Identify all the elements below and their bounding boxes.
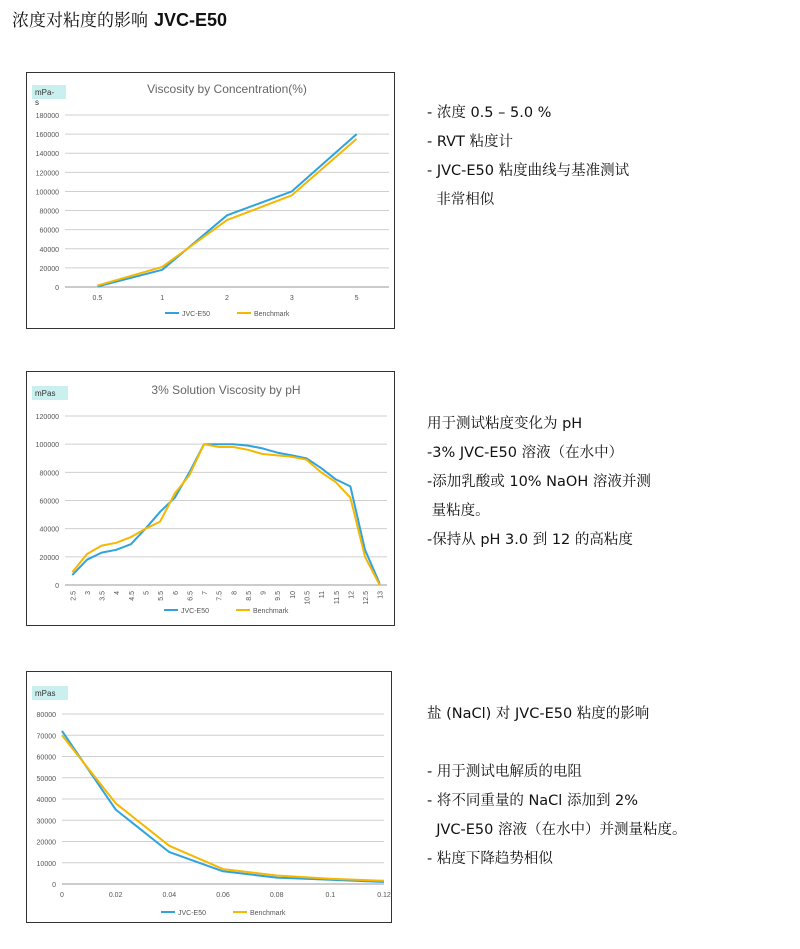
x-tick-label: 6 (172, 591, 180, 595)
legend-label: JVC-E50 (182, 311, 211, 318)
x-tick-label: 5.5 (158, 591, 166, 601)
x-tick-label: 2 (225, 295, 229, 302)
y-tick-label: 180000 (35, 113, 59, 120)
chart-concentration (26, 72, 395, 329)
notes-nacl (427, 700, 687, 874)
chart-title: Viscosity by Concentration(%) (147, 82, 307, 96)
note-line: - 用于测试电解质的电阻 (427, 764, 582, 780)
y-tick-label: 0 (55, 285, 59, 292)
x-tick-label: 5 (354, 295, 359, 302)
x-tick-label: 13 (377, 591, 385, 599)
note-line: - 粘度下降趋势相似 (427, 851, 553, 867)
note-line: -保持从 pH 3.0 到 12 的高粘度 (427, 532, 633, 548)
y-tick-label: 100000 (35, 189, 59, 197)
note-line (427, 729, 687, 758)
y-tick-label: 60000 (36, 754, 56, 762)
series-line-benchmark (72, 444, 379, 585)
note-line: 用于测试粘度变化为 pH (427, 416, 583, 432)
x-tick-label: 0.5 (92, 295, 103, 302)
y-tick-label: 40000 (36, 797, 56, 804)
y-tick-label: 30000 (36, 818, 56, 826)
x-tick-label: 7 (202, 591, 210, 595)
series-line-benchmark (62, 735, 384, 881)
note-line: 量粘度。 (427, 503, 490, 519)
x-tick-label: 7.5 (216, 591, 224, 601)
y-tick-label: 10000 (36, 860, 56, 868)
note-line: 非常相似 (427, 192, 495, 208)
series-line-jvc-e50 (62, 731, 384, 882)
notes-ph (427, 410, 651, 555)
page-title-en: JVC-E50 (154, 10, 228, 30)
x-tick-label: 11 (319, 591, 327, 599)
x-tick-label: 3.5 (99, 591, 107, 601)
chart-ph-svg (27, 372, 394, 625)
note-line: - RVT 粘度计 (427, 134, 514, 150)
y-tick-label: 20000 (36, 839, 56, 847)
y-tick-label: 120000 (35, 414, 59, 421)
y-tick-label: 40000 (39, 526, 59, 534)
x-tick-label: 8 (231, 591, 239, 595)
y-tick-label: 60000 (39, 227, 59, 235)
x-tick-label: 9 (260, 591, 268, 595)
chart-concentration-svg (27, 73, 394, 328)
x-tick-label: 1 (160, 295, 165, 302)
x-tick-label: 11.5 (333, 591, 341, 605)
x-tick-label: 0.12 (377, 892, 391, 899)
y-tick-label: 60000 (39, 498, 59, 506)
y-tick-label: 120000 (35, 170, 59, 178)
y-tick-label: 80000 (36, 712, 56, 719)
y-tick-label: 20000 (39, 265, 59, 273)
unit-label: mPa- (35, 88, 55, 97)
y-tick-label: 100000 (35, 442, 59, 450)
chart-title: 3% Solution Viscosity by pH (151, 383, 301, 397)
x-tick-label: 0 (60, 892, 64, 899)
y-tick-label: 140000 (35, 151, 59, 159)
y-tick-label: 0 (52, 882, 56, 889)
x-tick-label: 10 (289, 591, 297, 599)
note-line: 盐 (NaCl) 对 JVC-E50 粘度的影响 (427, 706, 650, 722)
x-tick-label: 5 (143, 591, 151, 595)
x-tick-label: 6.5 (187, 591, 195, 601)
legend-label: Benchmark (254, 311, 290, 318)
x-tick-label: 10.5 (304, 591, 312, 605)
y-tick-label: 80000 (39, 208, 59, 216)
y-tick-label: 50000 (36, 775, 56, 783)
x-tick-label: 0.06 (216, 892, 230, 899)
x-tick-label: 12 (348, 591, 356, 599)
x-tick-label: 0.02 (108, 892, 123, 899)
note-line: -添加乳酸或 10% NaOH 溶液并测 (427, 474, 651, 490)
x-tick-label: 0.08 (269, 892, 284, 899)
legend-label: Benchmark (253, 608, 289, 615)
unit-label: mPas (35, 389, 56, 398)
unit-label: mPas (35, 689, 56, 698)
x-tick-label: 8.5 (245, 591, 253, 601)
y-tick-label: 70000 (36, 733, 56, 741)
x-tick-label: 4 (114, 591, 122, 595)
y-tick-label: 0 (55, 583, 59, 590)
legend-label: JVC-E50 (181, 608, 210, 615)
x-tick-label: 2.5 (70, 591, 78, 601)
series-line-jvc-e50 (72, 444, 379, 583)
note-line: -3% JVC-E50 溶液（在水中） (427, 445, 624, 461)
y-tick-label: 160000 (35, 132, 59, 140)
chart-ph (26, 371, 395, 626)
note-line: - 浓度 0.5 – 5.0 % (427, 105, 552, 121)
note-line: - 将不同重量的 NaCl 添加到 2% (427, 793, 639, 809)
y-tick-label: 40000 (39, 246, 59, 254)
x-tick-label: 4.5 (128, 591, 136, 601)
chart-nacl-svg (27, 672, 391, 922)
legend-label: Benchmark (250, 910, 286, 917)
page-title (12, 6, 227, 31)
chart-nacl (26, 671, 392, 923)
x-tick-label: 3 (84, 591, 92, 595)
notes-concentration (427, 99, 629, 215)
unit-label-cont: s (35, 98, 39, 107)
note-line: JVC-E50 溶液（在水中）并测量粘度。 (427, 822, 687, 838)
x-tick-label: 0.04 (162, 892, 177, 899)
x-tick-label: 3 (289, 295, 294, 302)
y-tick-label: 20000 (39, 554, 59, 562)
page-title-cn: 浓度对粘度的影响 (12, 11, 148, 31)
x-tick-label: 0.1 (325, 892, 336, 899)
y-tick-label: 80000 (39, 470, 59, 478)
note-line: - JVC-E50 粘度曲线与基准测试 (427, 163, 630, 179)
x-tick-label: 12.5 (363, 591, 371, 605)
series-line-benchmark (97, 139, 356, 286)
legend-label: JVC-E50 (178, 910, 207, 917)
x-tick-label: 9.5 (275, 591, 283, 601)
